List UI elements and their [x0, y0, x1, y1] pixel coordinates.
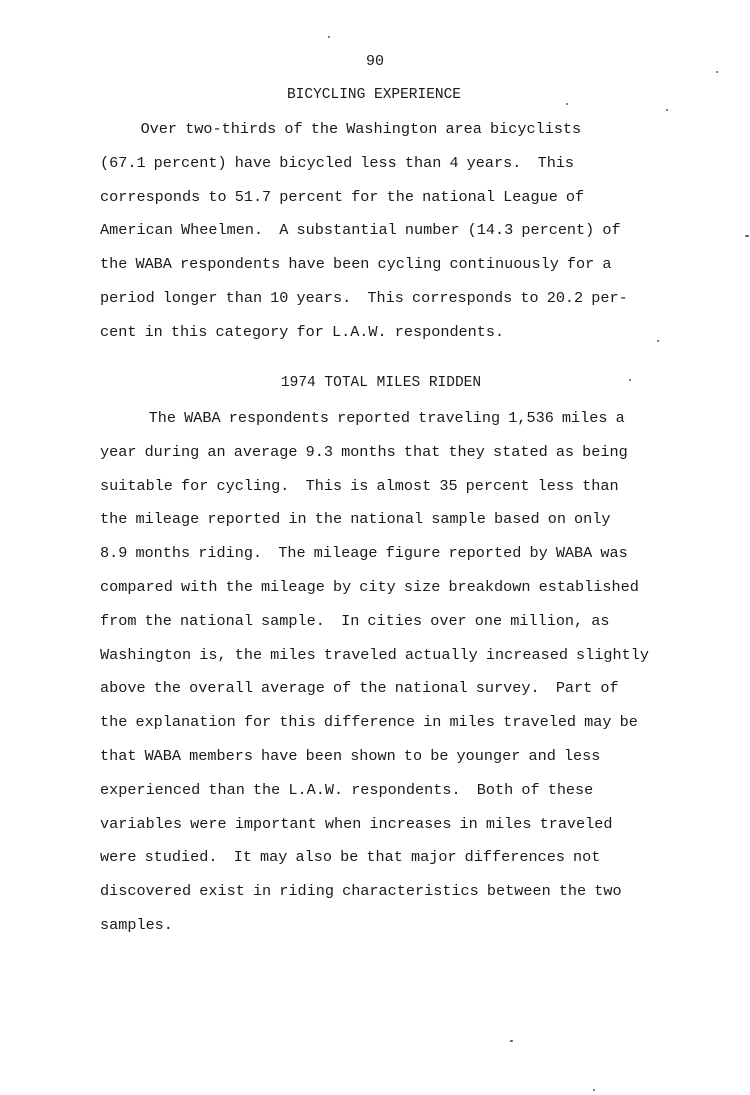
paragraph-total-miles [100, 402, 725, 943]
text-line: corresponds to 51.7 percent for the national League of [100, 187, 585, 206]
text-line: Washington is, the miles traveled actually increased slightly [100, 645, 649, 664]
text-line: 8.9 months riding. The mileage figure reported by WABA was [100, 544, 628, 563]
text-line: period longer than 10 years. This corresponds to 20.2 per- [100, 288, 628, 307]
scan-speck [510, 1040, 513, 1042]
scan-speck [745, 235, 749, 237]
scan-speck [657, 340, 659, 342]
text-line: the WABA respondents have been cycling continuously for a [100, 255, 612, 274]
text-line: the mileage reported in the national sample based on only [100, 510, 611, 529]
text-line: from the national sample. In cities over one million, as [100, 611, 610, 630]
text-line: above the overall average of the national survey. Part of [100, 679, 619, 698]
text-line: compared with the mileage by city size breakdown established [100, 577, 639, 596]
text-line: cent in this category for L.A.W. respondents. [100, 322, 505, 341]
text-line: experienced than the L.A.W. respondents. Both of these [100, 780, 594, 799]
text-line: were studied. It may also be that major differences not [100, 848, 601, 867]
page-number: 90 [365, 53, 384, 70]
scan-speck [328, 36, 330, 38]
scan-speck [629, 379, 631, 381]
section-heading-bicycling-experience: BICYCLING EXPERIENCE [286, 87, 462, 103]
text-line: American Wheelmen. A substantial number (14.3 percent) of [100, 221, 621, 240]
text-line: year during an average 9.3 months that they stated as being [100, 442, 628, 461]
scan-speck [566, 103, 568, 105]
text-line: variables were important when increases in miles traveled [100, 814, 613, 833]
paragraph-bicycling-experience [100, 113, 725, 350]
scan-speck [716, 71, 718, 73]
text-line: suitable for cycling. This is almost 35 percent less than [100, 476, 619, 495]
text-line: Over two-thirds of the Washington area bicyclists [100, 120, 582, 138]
text-line: The WABA respondents reported traveling 1,536 miles a [100, 409, 625, 427]
scan-speck [666, 109, 668, 111]
text-line: (67.1 percent) have bicycled less than 4 years. This [100, 153, 575, 172]
text-line: the explanation for this difference in miles traveled may be [100, 713, 638, 732]
text-line: discovered exist in riding characteristics between the two [100, 882, 622, 901]
scan-speck [593, 1089, 595, 1091]
text-line: samples. [100, 915, 173, 934]
section-heading-total-miles: 1974 TOTAL MILES RIDDEN [280, 375, 482, 391]
text-line: that WABA members have been shown to be younger and less [100, 746, 601, 765]
